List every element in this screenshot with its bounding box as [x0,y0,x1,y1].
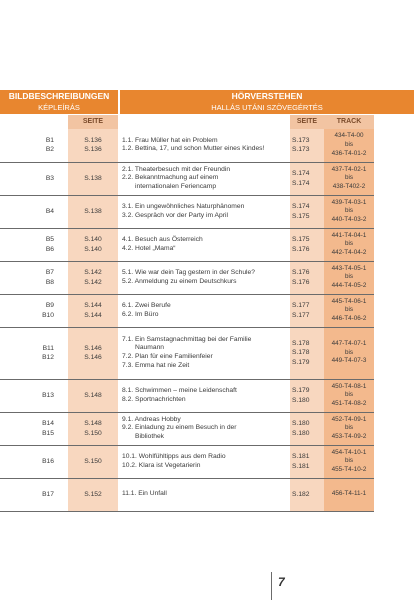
items-cell-line: 10.2. Klara ist Vegetarierin [122,461,201,469]
items-cell-line: 7.2. Plan für eine Familienfeier [122,353,213,360]
track-cell-line: 437-T4-02-1 [331,165,367,173]
hoer-seite-cell [290,162,324,195]
items-cell [118,412,290,445]
items-cell-line: 8.1. Schwimmen – meine Leidenschaft [122,386,237,394]
track-cell-line: bis [344,140,354,148]
hoer-seite-cell [290,195,324,228]
header-left-subtitle: KÉPLEÍRÁS [38,103,80,112]
code-cell [0,412,68,445]
code-cell-line: B15 [42,429,54,437]
track-cell-line: 449-T4-07-3 [331,357,367,365]
track-cell [324,478,374,511]
items-cell-line: 10.1. Wohlfühltipps aus dem Radio [122,452,226,460]
seite-cell-line: S.140 [84,236,102,243]
hoer-seite-cell-line: S.179 [292,387,310,394]
code-cell-line: B14 [42,420,54,427]
track-cell [324,379,374,412]
hoer-seite-cell-line: S.178 [292,349,310,357]
code-cell-line: B6 [45,245,54,253]
header-right-subtitle: HALLÁS UTÁNI SZÖVEGÉRTÉS [211,103,323,112]
items-cell-line: 5.2. Anmeldung zu einem Deutschkurs [122,277,237,285]
seite-cell [68,379,118,412]
items-cell-line: 4.1. Besuch aus Österreich [122,235,203,243]
track-cell-line: 436-T4-01-2 [331,149,367,157]
items-cell-line: 5.1. Wie war dein Tag gestern in der Schule? [122,268,255,276]
code-cell [0,294,68,327]
seite-cell-line: S.144 [84,302,102,309]
items-cell [118,445,290,478]
code-cell [0,195,68,228]
seite-cell [68,162,118,195]
hoer-seite-cell-line: S.175 [292,212,310,220]
page-number: 7 [278,575,285,589]
code-cell [0,129,68,162]
header-hoerverstehen [120,90,414,114]
code-cell-line: B10 [42,311,54,319]
table-row [0,228,374,261]
items-cell [118,327,290,379]
code-cell-line: B13 [42,391,54,399]
items-cell-line: 6.2. Im Büro [122,310,159,318]
seite-cell-line: S.146 [84,344,102,352]
items-cell-line: 9.1. Andreas Hobby [122,415,181,423]
track-cell-line: 438-T402-2 [332,182,366,190]
track-cell-line: bis [344,457,354,465]
hoer-seite-cell-line: S.181 [292,462,310,470]
hoer-seite-cell-line: S.177 [292,311,310,319]
table-row [0,412,374,445]
seite-cell-line: S.138 [84,174,102,182]
hoer-seite-cell-line: S.174 [292,203,310,210]
hoer-seite-cell [290,379,324,412]
hoer-seite-cell-line: S.175 [292,236,310,243]
hoer-seite-cell-line: S.174 [292,179,310,187]
code-cell [0,162,68,195]
table-row [0,445,374,478]
table-row [0,195,374,228]
track-cell-line: 454-T4-10-1 [331,448,367,456]
hoer-seite-cell-line: S.178 [292,339,310,347]
seite-cell [68,228,118,261]
items-cell-line: 3.2. Gespräch vor der Party im April [122,211,228,219]
code-cell-line: B11 [42,344,54,352]
header-left-title: BILDBESCHREIBUNGEN [8,91,110,101]
code-cell-line: B2 [45,146,54,154]
items-cell-line: 8.2. Sportnachrichten [122,395,186,403]
seite-cell [68,445,118,478]
track-cell-line: 444-T4-05-2 [331,281,367,289]
items-cell [118,129,290,162]
seite-cell [68,294,118,327]
hoer-seite-cell [290,261,324,294]
items-cell [118,261,290,294]
items-cell-line: 3.1. Ein ungewöhnliches Naturphänomen [122,202,245,210]
items-cell-line: internationalen Feriencamp [122,182,217,190]
content-table [0,129,374,512]
code-cell-line: B7 [45,269,54,276]
track-cell-line: bis [344,240,354,248]
seite-cell-line: S.152 [84,490,102,498]
items-cell-line: 1.2. Bettina, 17, und schon Mutter eines Kindes! [122,145,265,153]
code-cell [0,478,68,511]
hoer-seite-cell [290,327,324,379]
seite-cell [68,129,118,162]
seite-cell-line: S.136 [84,136,102,144]
hoer-seite-cell-line: S.181 [292,453,310,460]
track-cell-line: bis [344,273,354,281]
table-row [0,294,374,327]
code-cell-line: B1 [45,136,54,144]
table-row [0,379,374,412]
track-cell-line: bis [344,348,354,356]
hoer-seite-cell-line: S.173 [292,146,310,154]
items-cell-line: 4.2. Hotel „Mama“ [122,244,176,252]
seite-cell-line: S.140 [84,245,102,253]
items-cell-line: 7.3. Emma hat nie Zeit [122,361,190,369]
seite-cell [68,327,118,379]
hoer-seite-cell-line: S.180 [292,396,310,404]
seite-cell-line: S.138 [84,207,102,215]
hoer-seite-cell-line: S.173 [292,136,310,144]
track-cell-line: bis [344,174,354,182]
seite-cell-line: S.150 [84,429,102,437]
page-divider [271,572,272,600]
code-cell [0,327,68,379]
code-cell [0,445,68,478]
hoer-seite-cell-line: S.179 [292,358,310,366]
track-cell-line: 440-T4-03-2 [331,215,367,223]
hoer-seite-cell [290,478,324,511]
track-cell-line: 441-T4-04-1 [331,231,367,239]
seite-cell [68,412,118,445]
hoer-seite-cell-line: S.176 [292,269,310,276]
code-cell-line: B3 [45,174,54,182]
subheader-seite-left: SEITE [68,115,118,129]
track-cell-line: 456-T4-11-1 [331,490,367,498]
seite-cell-line: S.148 [84,420,102,427]
code-cell-line: B12 [42,354,54,361]
track-cell-line: 442-T4-04-2 [331,248,367,256]
code-cell-line: B17 [42,490,54,498]
items-cell-line: 9.2. Einladung zu einem Besuch in der [122,424,237,432]
hoer-seite-cell-line: S.174 [292,170,310,177]
seite-cell [68,478,118,511]
code-cell-line: B16 [42,457,54,465]
hoer-seite-cell-line: S.176 [292,245,310,253]
track-cell-line: 446-T4-06-2 [331,314,367,322]
items-cell-line: 2.1. Theaterbesuch mit der Freundin [122,165,231,173]
subheader-seite-right: SEITE [290,115,324,129]
hoer-seite-cell [290,228,324,261]
code-cell-line: B8 [45,278,54,286]
items-cell [118,195,290,228]
hoer-seite-cell [290,294,324,327]
code-cell [0,228,68,261]
items-cell [118,379,290,412]
track-cell-line: 434-T4-00 [334,132,364,140]
subheader-track: TRACK [324,115,374,129]
table-row [0,327,374,379]
seite-cell [68,261,118,294]
items-cell [118,162,290,195]
items-cell [118,294,290,327]
items-cell-line: Naumann [122,344,165,352]
track-cell-line: 443-T4-05-1 [331,264,367,272]
track-cell-line: bis [344,306,354,314]
track-cell-line: bis [344,207,354,215]
seite-cell-line: S.142 [84,269,102,276]
table-row [0,261,374,294]
table-row [0,129,374,162]
track-cell-line: 447-T4-07-1 [331,340,367,348]
code-cell [0,261,68,294]
items-cell-line: 2.2. Bekanntmachung auf einem [122,174,219,182]
hoer-seite-cell [290,445,324,478]
code-cell-line: B4 [45,207,54,215]
track-cell [324,129,374,162]
table-row [0,162,374,195]
items-cell-line: 6.1. Zwei Berufe [122,301,171,309]
items-cell-line: 7.1. Ein Samstagnachmittag bei der Familie [122,335,252,343]
hoer-seite-cell-line: S.176 [292,278,310,286]
items-cell-line: Bibliothek [122,432,165,440]
code-cell [0,379,68,412]
seite-cell-line: S.142 [84,278,102,286]
seite-cell-line: S.148 [84,391,102,399]
track-cell [324,162,374,195]
seite-cell [68,195,118,228]
table-row [0,478,374,511]
seite-cell-line: S.146 [84,354,102,361]
track-cell-line: 439-T4-03-1 [331,198,367,206]
track-cell-line: 453-T4-09-2 [331,432,367,440]
track-cell-line: 451-T4-08-2 [331,399,367,407]
header-right-title: HÖRVERSTEHEN [231,91,303,101]
hoer-seite-cell-line: S.182 [292,490,310,498]
code-cell-line: B5 [45,236,54,243]
track-cell-line: bis [344,424,354,432]
items-cell [118,478,290,511]
hoer-seite-cell [290,129,324,162]
track-cell-line: 445-T4-06-1 [331,297,367,305]
items-cell-line: 11.1. Ein Unfall [122,490,167,498]
track-cell [324,195,374,228]
seite-cell-line: S.136 [84,146,102,154]
items-cell [118,228,290,261]
hoer-seite-cell-line: S.180 [292,420,310,427]
hoer-seite-cell-line: S.177 [292,302,310,309]
track-cell-line: 455-T4-10-2 [331,465,367,473]
seite-cell-line: S.150 [84,457,102,465]
track-cell-line: 452-T4-09-1 [331,415,367,423]
track-cell [324,445,374,478]
code-cell-line: B9 [45,302,54,309]
hoer-seite-cell [290,412,324,445]
seite-cell-line: S.144 [84,311,102,319]
header-bildbeschreibungen [0,90,118,114]
track-cell [324,412,374,445]
track-cell [324,327,374,379]
items-cell-line: 1.1. Frau Müller hat ein Problem [122,136,218,144]
track-cell [324,261,374,294]
track-cell-line: 450-T4-08-1 [331,382,367,390]
track-cell-line: bis [344,391,354,399]
track-cell [324,294,374,327]
track-cell [324,228,374,261]
hoer-seite-cell-line: S.180 [292,429,310,437]
